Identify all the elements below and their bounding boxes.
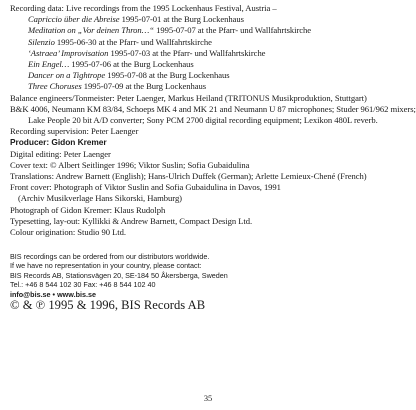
recording-info: 1995-07-01 at the Burg Lockenhaus (119, 14, 244, 25)
typesetting-credit: Typesetting, lay-out: Kyllikki & Andrew Barnett, Compact Design Ltd. (10, 215, 253, 226)
recording-item (10, 25, 410, 36)
front-cover-source: (Archiv Musikverlage Hans Sikorski, Hamburg) (18, 193, 182, 204)
contact-email-web: info@bis.se • www.bis.se (10, 289, 96, 299)
cover-text: Cover text: © Albert Seitlinger 1996; Viktor Suslin; Sofia Gubaidulina (10, 159, 250, 170)
recording-supervision: Recording supervision: Peter Laenger (10, 126, 139, 137)
recording-item (10, 81, 410, 92)
work-title: Capriccio über die Abreise (28, 14, 120, 25)
digital-editing: Digital editing: Peter Laenger (10, 148, 111, 159)
recording-item (10, 14, 410, 25)
work-title: Meditation on „Vor deinen Thron…“ (28, 25, 154, 36)
recording-item (10, 48, 410, 59)
balance-engineers: Balance engineers/Tonmeister: Peter Laenger, Markus Heiland (TRITONUS Musikproduktion, Stuttgart) (10, 92, 367, 103)
recording-info: 1995-06-30 at the Pfarr- und Wallfahrtskirche (54, 36, 212, 47)
recording-info: 1995-07-07 at the Pfarr- und Wallfahrtskirche (154, 25, 312, 36)
producer: Producer: Gidon Kremer (10, 137, 107, 148)
company-address: BIS Records AB, Stationsvägen 20, SE-184 50 Åkersberga, Sweden (10, 270, 228, 280)
page-number: 35 (203, 394, 213, 403)
recording-data-label: Recording data: Live recordings from the 1995 Lockenhaus Festival, Austria – (10, 3, 277, 13)
recording-item (10, 59, 410, 70)
front-cover: Front cover: Photograph of Viktor Suslin and Sofia Gubaidulina in Davos, 1991 (10, 182, 281, 193)
contact-phone-fax: Tel.: +46 8 544 102 30 Fax: +46 8 544 102 40 (10, 280, 156, 290)
translations: Translations: Andrew Barnett (English); Hans-Ulrich Duffek (German); Arlette Lemieux-Chené (French) (10, 171, 367, 182)
work-title: Dancer on a Tightrope (28, 70, 106, 81)
equipment-line-1: B&K 4006, Neumann KM 83/84, Schoeps MK 4 and MK 21 and Neumann U 87 microphones; Studer 961/962 mixers; (10, 103, 416, 114)
recording-info: 1995-07-06 at the Burg Lockenhaus (69, 59, 194, 70)
recording-item (10, 37, 410, 48)
work-title: Three Choruses (28, 81, 82, 92)
copyright-notice: © & ℗ 1995 & 1996, BIS Records AB (10, 298, 206, 312)
distributor-line: BIS recordings can be ordered from our distributors worldwide. (10, 252, 210, 261)
distributor-line: If we have no representation in your country, please contact: (10, 261, 202, 271)
colour-origination: Colour origination: Studio 90 Ltd. (10, 227, 126, 238)
work-title: ‘Astraea’ Improvisation (28, 47, 109, 58)
equipment-line-2: Lake People 20 bit A/D converter; Sony PCM 2700 digital recording equipment; Lexikon 480L reverb. (28, 115, 378, 126)
work-title: Silenzio (28, 36, 55, 47)
work-title: Ein Engel… (28, 59, 70, 70)
recording-info: 1995-07-08 at the Burg Lockenhaus (105, 70, 230, 81)
recording-item (10, 70, 410, 81)
distributor-info (10, 252, 410, 299)
recording-credits (10, 3, 416, 238)
recording-info: 1995-07-09 at the Burg Lockenhaus (81, 81, 207, 92)
recording-info: 1995-07-03 at the Pfarr- und Wallfahrtskirche (108, 47, 266, 58)
photograph-credit: Photograph of Gidon Kremer: Klaus Rudolph (10, 204, 166, 215)
